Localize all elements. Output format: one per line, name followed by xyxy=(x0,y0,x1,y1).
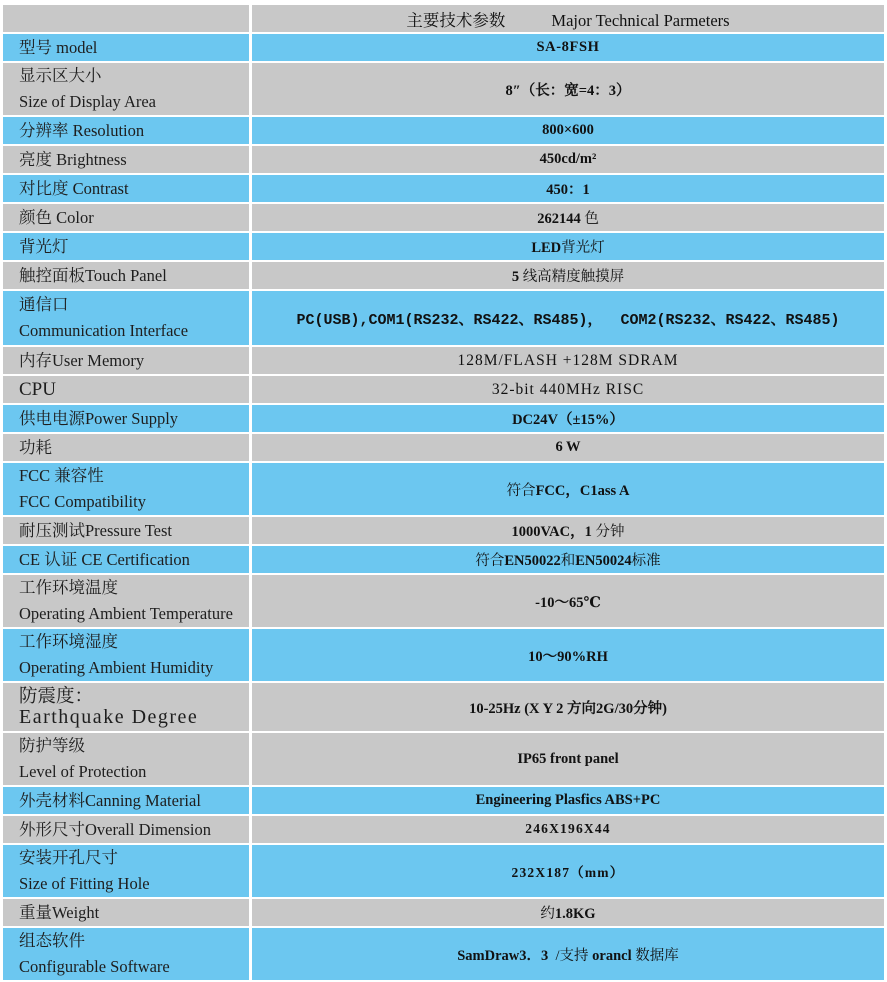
spec-value-text: 分钟 xyxy=(591,524,625,540)
spec-row-resolution xyxy=(3,117,884,144)
spec-value-text: 1000VAC，1 xyxy=(511,524,592,540)
spec-label: 分辨率 Resolution xyxy=(19,120,145,140)
spec-label-en: Operating Ambient Humidity xyxy=(19,658,214,677)
spec-label-cell xyxy=(3,204,249,231)
header-label-cell xyxy=(3,5,249,32)
spec-row-earthquake-degree xyxy=(3,683,884,731)
spec-label: CE 认证 CE Certification xyxy=(19,549,190,569)
spec-row-contrast xyxy=(3,175,884,202)
spec-row-ambient-temperature xyxy=(3,575,884,627)
spec-label-en: Size of Display Area xyxy=(19,92,157,111)
spec-value-text: 数据库 xyxy=(631,947,679,964)
spec-value xyxy=(475,549,660,570)
spec-value-cell xyxy=(252,63,884,115)
spec-value-cell xyxy=(252,463,884,515)
table-title-zh: 主要技术参数 xyxy=(406,10,506,30)
spec-value-cell xyxy=(252,928,884,980)
spec-value xyxy=(517,751,618,768)
spec-label: 供电电源Power Supply xyxy=(19,408,179,428)
spec-label-zh: FCC 兼容性 xyxy=(19,466,104,485)
spec-value-cell xyxy=(252,347,884,374)
spec-label-cell xyxy=(3,546,249,573)
spec-value-text: 6 W xyxy=(555,439,581,455)
spec-label-zh: 通信口 xyxy=(19,295,69,314)
spec-label-cell xyxy=(3,517,249,544)
spec-label-zh: 安装开孔尺寸 xyxy=(19,848,118,867)
spec-value-text: -10～65℃ xyxy=(535,594,601,611)
spec-value-cell xyxy=(252,845,884,897)
spec-value-cell xyxy=(252,376,884,403)
spec-row-power-consumption xyxy=(3,434,884,461)
spec-label-cell xyxy=(3,928,249,980)
spec-value-text: 32-bit 440MHz RISC xyxy=(491,380,645,398)
spec-value-cell xyxy=(252,146,884,173)
spec-row-fcc xyxy=(3,463,884,515)
spec-value-text: 10-25Hz (X Y 2 方向2G/30分钟) xyxy=(469,700,667,717)
spec-value xyxy=(512,861,625,882)
spec-row-canning-material xyxy=(3,787,884,814)
spec-label: 外壳材料Canning Material xyxy=(19,790,201,810)
spec-value-text: 5 xyxy=(511,269,520,285)
spec-label: 颜色 Color xyxy=(19,207,94,227)
spec-label-cell xyxy=(3,629,249,681)
spec-value-text: 10～90%RH xyxy=(528,648,608,665)
spec-row-cpu xyxy=(3,376,884,403)
spec-value-cell xyxy=(252,434,884,461)
spec-value-text: /支持 xyxy=(548,947,593,964)
spec-value-cell xyxy=(252,405,884,432)
spec-value-text: 约 xyxy=(540,906,555,922)
spec-label: 功耗 xyxy=(19,437,52,457)
spec-value-cell xyxy=(252,517,884,544)
spec-row-protection-level xyxy=(3,733,884,785)
spec-value-cell xyxy=(252,683,884,731)
spec-label-cell xyxy=(3,63,249,115)
spec-value-cell xyxy=(252,787,884,814)
spec-value-text: EN50024 xyxy=(575,553,632,569)
spec-label-cell xyxy=(3,233,249,260)
spec-label-cell xyxy=(3,146,249,173)
spec-label: 背光灯 xyxy=(19,236,69,256)
spec-label: CPU xyxy=(19,378,56,400)
spec-value xyxy=(469,697,667,718)
spec-label-en: Earthquake Degree xyxy=(19,706,199,728)
spec-label-zh: 防震度： xyxy=(19,687,94,707)
spec-value xyxy=(505,79,630,100)
spec-label-zh: 显示区大小 xyxy=(19,66,102,85)
spec-value xyxy=(296,308,839,329)
spec-value-text: 8″（长：宽=4：3） xyxy=(505,82,631,99)
spec-label: 触控面板Touch Panel xyxy=(19,265,167,285)
spec-value-cell xyxy=(252,175,884,202)
table-title xyxy=(406,7,729,31)
spec-label-cell xyxy=(3,405,249,432)
spec-label: 型号 model xyxy=(19,37,98,57)
spec-value-cell xyxy=(252,899,884,926)
spec-value-text: Engineering Plasfics ABS+PC xyxy=(475,792,661,808)
spec-value-cell xyxy=(252,629,884,681)
spec-label-cell xyxy=(3,683,249,731)
spec-label-zh: 防护等级 xyxy=(19,736,85,755)
spec-value xyxy=(512,265,624,286)
spec-value-text: 800×600 xyxy=(542,122,594,138)
spec-label-cell xyxy=(3,816,249,843)
spec-value xyxy=(525,821,611,838)
spec-value-cell xyxy=(252,291,884,345)
spec-row-overall-dimension xyxy=(3,816,884,843)
spec-label-cell xyxy=(3,845,249,897)
spec-value-text: FCC，C1ass A xyxy=(535,482,630,499)
spec-label: 重量Weight xyxy=(19,902,100,922)
spec-label: 内存User Memory xyxy=(19,350,145,370)
spec-value-text: 232X187（mm） xyxy=(511,864,625,880)
spec-label: 外形尺寸Overall Dimension xyxy=(19,819,212,839)
spec-value-text: 和 xyxy=(560,553,576,569)
spec-value-text: 背光灯 xyxy=(561,240,605,256)
spec-value-cell xyxy=(252,575,884,627)
spec-label-en: Communication Interface xyxy=(19,321,189,340)
spec-row-brightness xyxy=(3,146,884,173)
spec-row-display-size xyxy=(3,63,884,115)
spec-label-cell xyxy=(3,899,249,926)
table-title-en: Major Technical Parmeters xyxy=(551,10,730,30)
spec-value xyxy=(542,122,594,139)
spec-value-cell xyxy=(252,816,884,843)
spec-label: 亮度 Brightness xyxy=(19,149,127,169)
spec-value xyxy=(531,236,604,257)
spec-value xyxy=(512,520,625,541)
spec-value xyxy=(536,39,599,56)
spec-value-cell xyxy=(252,34,884,61)
spec-value-text: DC24V（±15%） xyxy=(512,412,624,428)
spec-value-text: LED xyxy=(531,240,562,256)
spec-value-cell xyxy=(252,546,884,573)
spec-label-en: Size of Fitting Hole xyxy=(19,874,150,893)
spec-value-text: PC(USB),COM1(RS232、RS422、RS485)， COM2(RS232、RS422、RS485) xyxy=(296,311,840,329)
spec-label-cell xyxy=(3,175,249,202)
spec-label-cell xyxy=(3,434,249,461)
spec-row-weight xyxy=(3,899,884,926)
spec-value-text: 标准 xyxy=(631,553,661,569)
spec-row-configurable-software xyxy=(3,928,884,980)
spec-value xyxy=(492,381,644,399)
spec-value-cell xyxy=(252,204,884,231)
spec-label-cell xyxy=(3,575,249,627)
spec-label: 对比度 Contrast xyxy=(19,178,129,198)
spec-row-memory xyxy=(3,347,884,374)
spec-value-text: SA-8FSH xyxy=(536,39,600,55)
spec-label-cell xyxy=(3,787,249,814)
spec-value-text: 1.8KG xyxy=(554,906,596,922)
spec-row-color xyxy=(3,204,884,231)
spec-value-text: 246X196X44 xyxy=(525,821,611,836)
spec-value-text: 符合 xyxy=(475,553,505,569)
spec-label: 耐压测试Pressure Test xyxy=(19,520,172,540)
table-header-row xyxy=(3,5,884,32)
spec-value-text: 450：1 xyxy=(546,182,590,198)
spec-value-text: 262144 xyxy=(537,211,581,227)
spec-value xyxy=(540,151,597,168)
spec-value xyxy=(546,178,590,199)
spec-row-pressure-test xyxy=(3,517,884,544)
header-title-cell xyxy=(252,5,884,32)
spec-value-cell xyxy=(252,733,884,785)
spec-value-text: EN50022 xyxy=(504,553,561,569)
spec-value xyxy=(457,352,678,370)
spec-label-cell xyxy=(3,34,249,61)
spec-label-cell xyxy=(3,117,249,144)
spec-row-ambient-humidity xyxy=(3,629,884,681)
spec-value-cell xyxy=(252,117,884,144)
spec-label-cell xyxy=(3,291,249,345)
spec-value-text: 符合 xyxy=(506,482,536,499)
spec-row-fitting-hole xyxy=(3,845,884,897)
spec-value-text: IP65 front panel xyxy=(517,750,619,767)
spec-value-text: orancl xyxy=(592,947,632,964)
spec-label-en: Level of Protection xyxy=(19,762,147,781)
spec-value-cell xyxy=(252,262,884,289)
spec-label-cell xyxy=(3,262,249,289)
spec-value-text: 色 xyxy=(580,211,599,227)
spec-value-text: 128M/FLASH +128M SDRAM xyxy=(457,351,679,369)
spec-label-cell xyxy=(3,347,249,374)
spec-row-ce-certification xyxy=(3,546,884,573)
spec-value-text: 线高精度触摸屏 xyxy=(519,269,625,285)
spec-value-text: 450cd/m² xyxy=(539,151,597,167)
spec-label-zh: 工作环境湿度 xyxy=(19,632,118,651)
spec-table xyxy=(3,5,884,980)
spec-row-backlight xyxy=(3,233,884,260)
spec-value xyxy=(512,408,624,429)
spec-value xyxy=(535,591,601,612)
spec-label-en: Configurable Software xyxy=(19,957,170,976)
spec-label-cell xyxy=(3,463,249,515)
spec-label-en: FCC Compatibility xyxy=(19,492,146,511)
spec-value-cell xyxy=(252,233,884,260)
spec-value xyxy=(555,439,580,456)
spec-row-touch-panel xyxy=(3,262,884,289)
spec-label-cell xyxy=(3,376,249,403)
spec-label-zh: 组态软件 xyxy=(19,931,85,950)
spec-value xyxy=(528,645,608,666)
spec-value xyxy=(476,792,661,809)
spec-value-text: SamDraw3．3 xyxy=(457,947,549,964)
spec-value xyxy=(507,479,630,500)
spec-value xyxy=(537,207,599,228)
spec-label-en: Operating Ambient Temperature xyxy=(19,604,233,623)
spec-row-power-supply xyxy=(3,405,884,432)
spec-label-cell xyxy=(3,733,249,785)
spec-label-zh: 工作环境温度 xyxy=(19,578,118,597)
spec-value xyxy=(457,944,679,965)
spec-row-communication xyxy=(3,291,884,345)
spec-row-model xyxy=(3,34,884,61)
spec-value xyxy=(540,902,595,923)
